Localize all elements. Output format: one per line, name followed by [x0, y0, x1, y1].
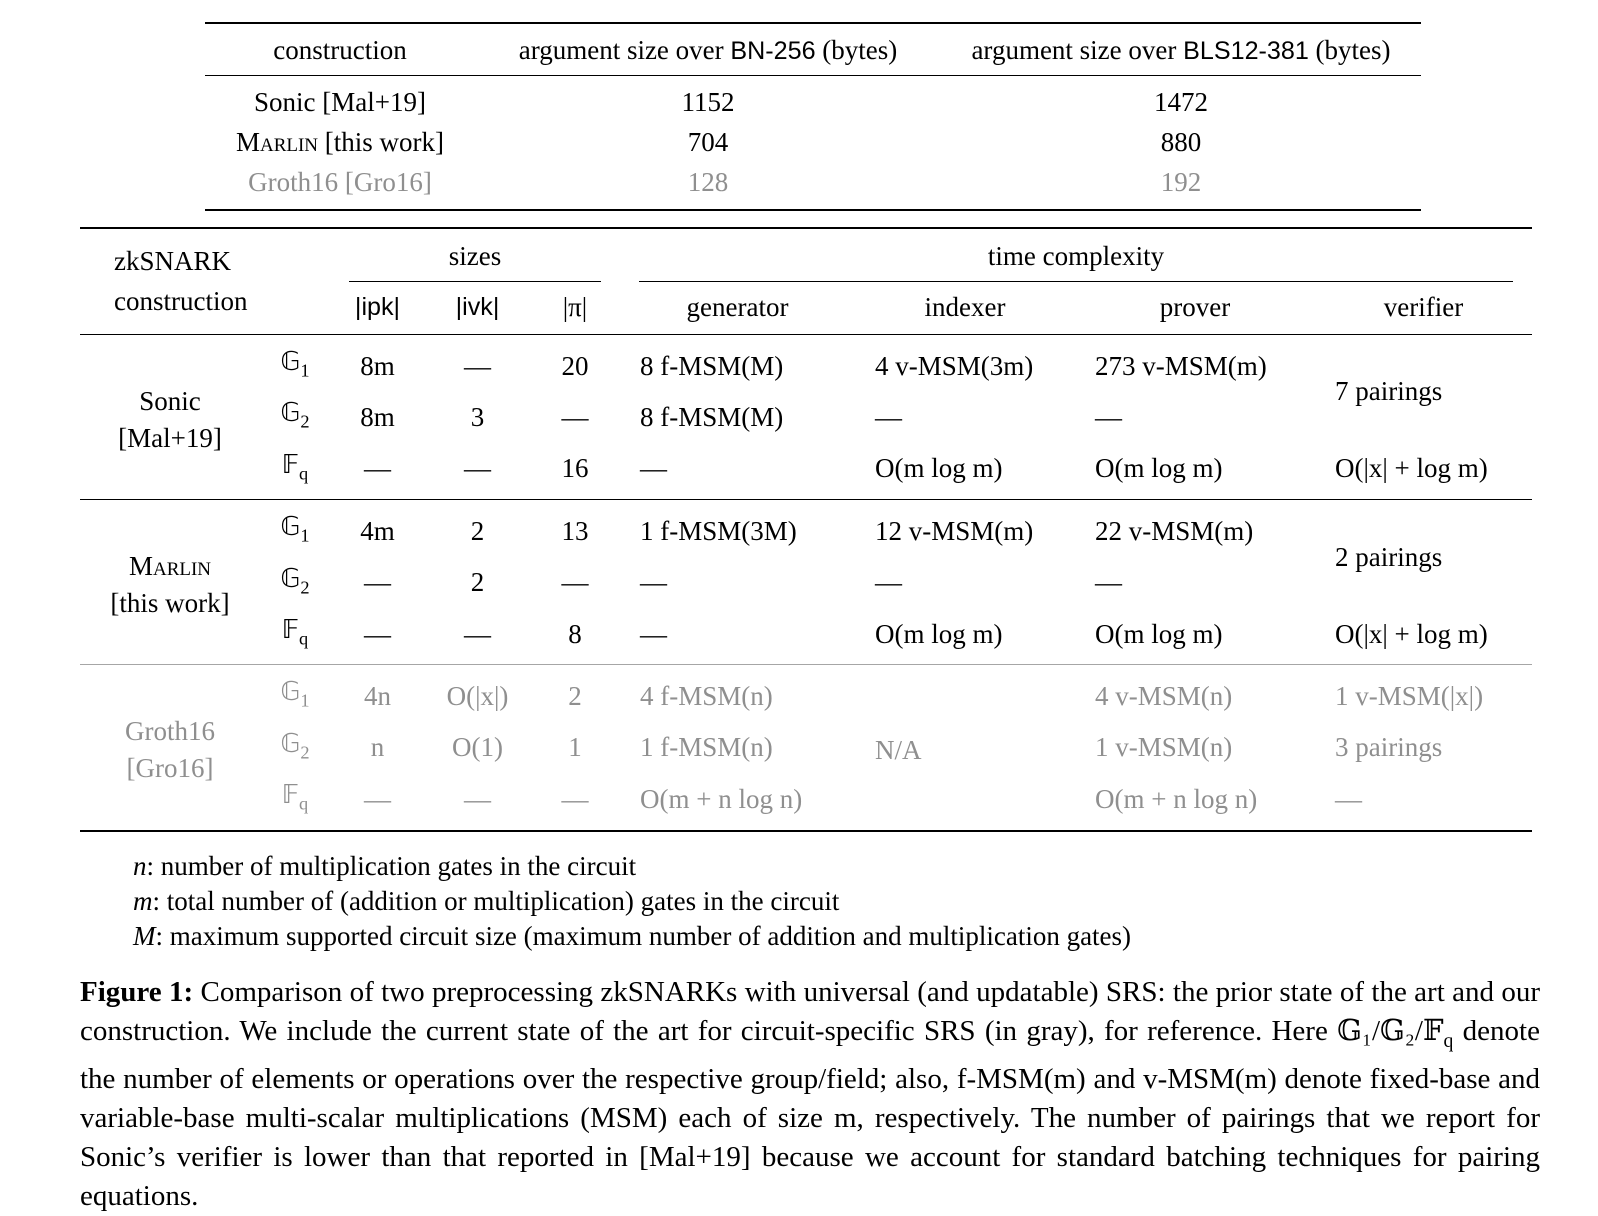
col-header-ipk: |ipk|	[354, 293, 401, 321]
col-group-sizes: sizes	[330, 228, 620, 283]
ipk-value: 8m	[360, 402, 395, 433]
table-row-marlin	[205, 122, 1421, 162]
generator-value: 8 f-MSM(M)	[640, 350, 784, 381]
col-header-pi: |π|	[562, 292, 588, 322]
ipk-value: —	[364, 783, 391, 814]
bn256-size: 1152	[681, 87, 735, 117]
prover-value: O(m log m)	[1095, 618, 1223, 649]
prover-value: 4 v-MSM(n)	[1095, 681, 1233, 712]
field-fq: 𝔽$_q$	[281, 449, 309, 484]
comparison-table-header	[80, 228, 1532, 335]
ivk-value: O(1)	[452, 732, 503, 763]
symbol-n: n	[133, 850, 147, 881]
bls12-381-size: 880	[1160, 127, 1202, 157]
ipk-value: —	[364, 618, 391, 649]
bls12-381-size: 1472	[1154, 87, 1208, 117]
ipk-value: —	[364, 567, 391, 598]
verifier-value: 3 pairings	[1335, 732, 1443, 763]
figure-caption: Figure 1: Comparison of two preprocessing zkSNARKs with universal (and updatable) SRS: the prior state of the art and our construction. We include the current state of the art for circuit-specific SRS (in gray), for reference. Here 𝔾₁/𝔾₂/𝔽$_q$ denote the number of elements or operations over the respective group/field; also, f-MSM(m) and v-MSM(m) denote fixed-base and variable-base multi-scalar multiplications (MSM) each of size m, respectively. The number of pairings that we report for Sonic’s verifier is lower than that reported in [Mal+19] because we account for standard batching techniques for pairing equations.	[80, 975, 1540, 1213]
col-header-prover: prover	[1159, 292, 1231, 322]
group-header-row	[80, 228, 1532, 283]
note-M: M: maximum supported circuit size (maximum number of addition and multiplication gates)	[133, 920, 1132, 951]
ivk-value: 2	[470, 515, 485, 546]
ivk-value: —	[464, 453, 491, 484]
generator-value: 1 f-MSM(n)	[640, 732, 773, 763]
proof-size-value: 20	[561, 350, 589, 381]
prover-value: O(m + n log n)	[1095, 783, 1258, 814]
indexer-value: 12 v-MSM(m)	[875, 515, 1034, 546]
symbol-m: m	[133, 885, 153, 916]
legend-notes	[133, 849, 1598, 954]
col-header-generator: generator	[686, 292, 789, 322]
ivk-value: —	[464, 783, 491, 814]
note-n: n: number of multiplication gates in the circuit	[133, 850, 637, 881]
prover-value: 1 v-MSM(n)	[1095, 732, 1233, 763]
prover-value: —	[1095, 567, 1122, 598]
field-g2: 𝔾$_2$	[280, 563, 310, 597]
row-group-marlin	[80, 500, 1532, 665]
row-group-sonic	[80, 335, 1532, 500]
indexer-value: —	[875, 567, 902, 598]
construction-name: Groth16 [Gro16]	[125, 715, 215, 783]
symbol-M: M	[133, 920, 156, 951]
generator-value: O(m + n log n)	[640, 783, 803, 814]
row-group-groth16	[80, 665, 1532, 831]
verifier-value: O(|x| + log m)	[1335, 618, 1488, 649]
bls12-381-size: 192	[1160, 167, 1202, 197]
prover-value: 273 v-MSM(m)	[1095, 350, 1267, 381]
prover-value: 22 v-MSM(m)	[1095, 515, 1254, 546]
construction-name: Marlin [this work]	[110, 550, 230, 618]
proof-size-value: —	[561, 402, 589, 433]
indexer-value: 4 v-MSM(3m)	[875, 350, 1034, 381]
table-row	[80, 665, 1532, 722]
verifier-value: —	[1335, 783, 1362, 814]
col-header-bn256: argument size over BN-256 (bytes)	[475, 23, 941, 76]
generator-value: —	[640, 453, 667, 484]
generator-value: 4 f-MSM(n)	[640, 681, 773, 712]
indexer-value: N/A	[875, 734, 922, 765]
ivk-value: 3	[470, 402, 485, 433]
table-row-groth16	[205, 162, 1421, 210]
col-header-ivk: |ivk|	[455, 293, 500, 321]
prover-value: —	[1095, 402, 1122, 433]
proof-size-value: 16	[561, 453, 589, 484]
field-g2: 𝔾$_2$	[280, 398, 310, 432]
indexer-value: O(m log m)	[875, 618, 1003, 649]
figure-caption-label: Figure 1:	[80, 975, 194, 1008]
argument-size-table-header	[205, 23, 1421, 76]
ipk-value: —	[364, 453, 391, 484]
ivk-value: 2	[470, 567, 485, 598]
col-header-bls12-381: argument size over BLS12-381 (bytes)	[941, 23, 1421, 76]
indexer-value: —	[875, 402, 902, 433]
table-row-sonic	[205, 76, 1421, 123]
generator-value: —	[640, 618, 667, 649]
bn256-size: 704	[687, 127, 729, 157]
col-header-indexer: indexer	[924, 292, 1006, 322]
ipk-value: n	[370, 732, 385, 763]
construction-name: Sonic [Mal+19]	[254, 87, 426, 117]
verifier-value: 2 pairings	[1335, 541, 1443, 572]
ipk-value: 8m	[360, 350, 395, 381]
indexer-value: O(m log m)	[875, 453, 1003, 484]
proof-size-value: —	[561, 783, 589, 814]
ivk-value: —	[464, 618, 491, 649]
ipk-value: 4m	[360, 515, 395, 546]
generator-value: —	[640, 567, 667, 598]
proof-size-value: 13	[561, 515, 589, 546]
col-group-time-complexity: time complexity	[620, 228, 1532, 283]
bls12-381-curve-name: BLS12-381	[1183, 37, 1309, 65]
verifier-value: 1 v-MSM(|x|)	[1335, 681, 1484, 712]
ivk-value: —	[464, 350, 491, 381]
table-row	[80, 443, 1532, 500]
verifier-value: 7 pairings	[1335, 376, 1443, 407]
table-row	[80, 773, 1532, 830]
proof-size-value: —	[561, 567, 589, 598]
table-row	[80, 391, 1532, 442]
proof-size-value: 1	[568, 732, 582, 763]
generator-value: 1 f-MSM(3M)	[640, 515, 797, 546]
verifier-value: O(|x| + log m)	[1335, 453, 1488, 484]
construction-name: Groth16 [Gro16]	[248, 167, 432, 197]
prover-value: O(m log m)	[1095, 453, 1223, 484]
bn256-curve-name: BN-256	[730, 37, 816, 65]
col-header-verifier: verifier	[1383, 292, 1464, 322]
col-header-zksnark-construction: zkSNARK construction	[114, 246, 248, 316]
field-g1: 𝔾$_1$	[280, 347, 310, 381]
field-g1: 𝔾$_1$	[280, 677, 310, 711]
field-fq: 𝔽$_q$	[281, 780, 309, 814]
ivk-value: O(|x|)	[446, 681, 509, 712]
proof-size-value: 2	[568, 681, 582, 712]
field-fq: 𝔽$_q$	[281, 614, 309, 649]
field-g2: 𝔾$_2$	[280, 728, 310, 763]
field-g1: 𝔾$_1$	[280, 512, 310, 546]
ipk-value: 4n	[364, 681, 391, 712]
comparison-table	[80, 227, 1532, 832]
generator-value: 8 f-MSM(M)	[640, 402, 784, 433]
paper-figure-page	[0, 22, 1598, 1213]
note-m: m: total number of (addition or multiplication) gates in the circuit	[133, 885, 840, 916]
header-row	[205, 23, 1421, 76]
table-row	[80, 557, 1532, 608]
proof-size-value: 8	[568, 618, 582, 649]
table-row	[80, 608, 1532, 665]
table-row	[80, 722, 1532, 773]
argument-size-table	[205, 22, 1421, 211]
construction-name: Sonic [Mal+19]	[118, 385, 222, 453]
construction-name: Marlin [this work]	[235, 127, 445, 157]
col-header-construction: construction	[205, 23, 475, 76]
table-row	[80, 500, 1532, 557]
table-row	[80, 335, 1532, 392]
bn256-size: 128	[687, 167, 729, 197]
